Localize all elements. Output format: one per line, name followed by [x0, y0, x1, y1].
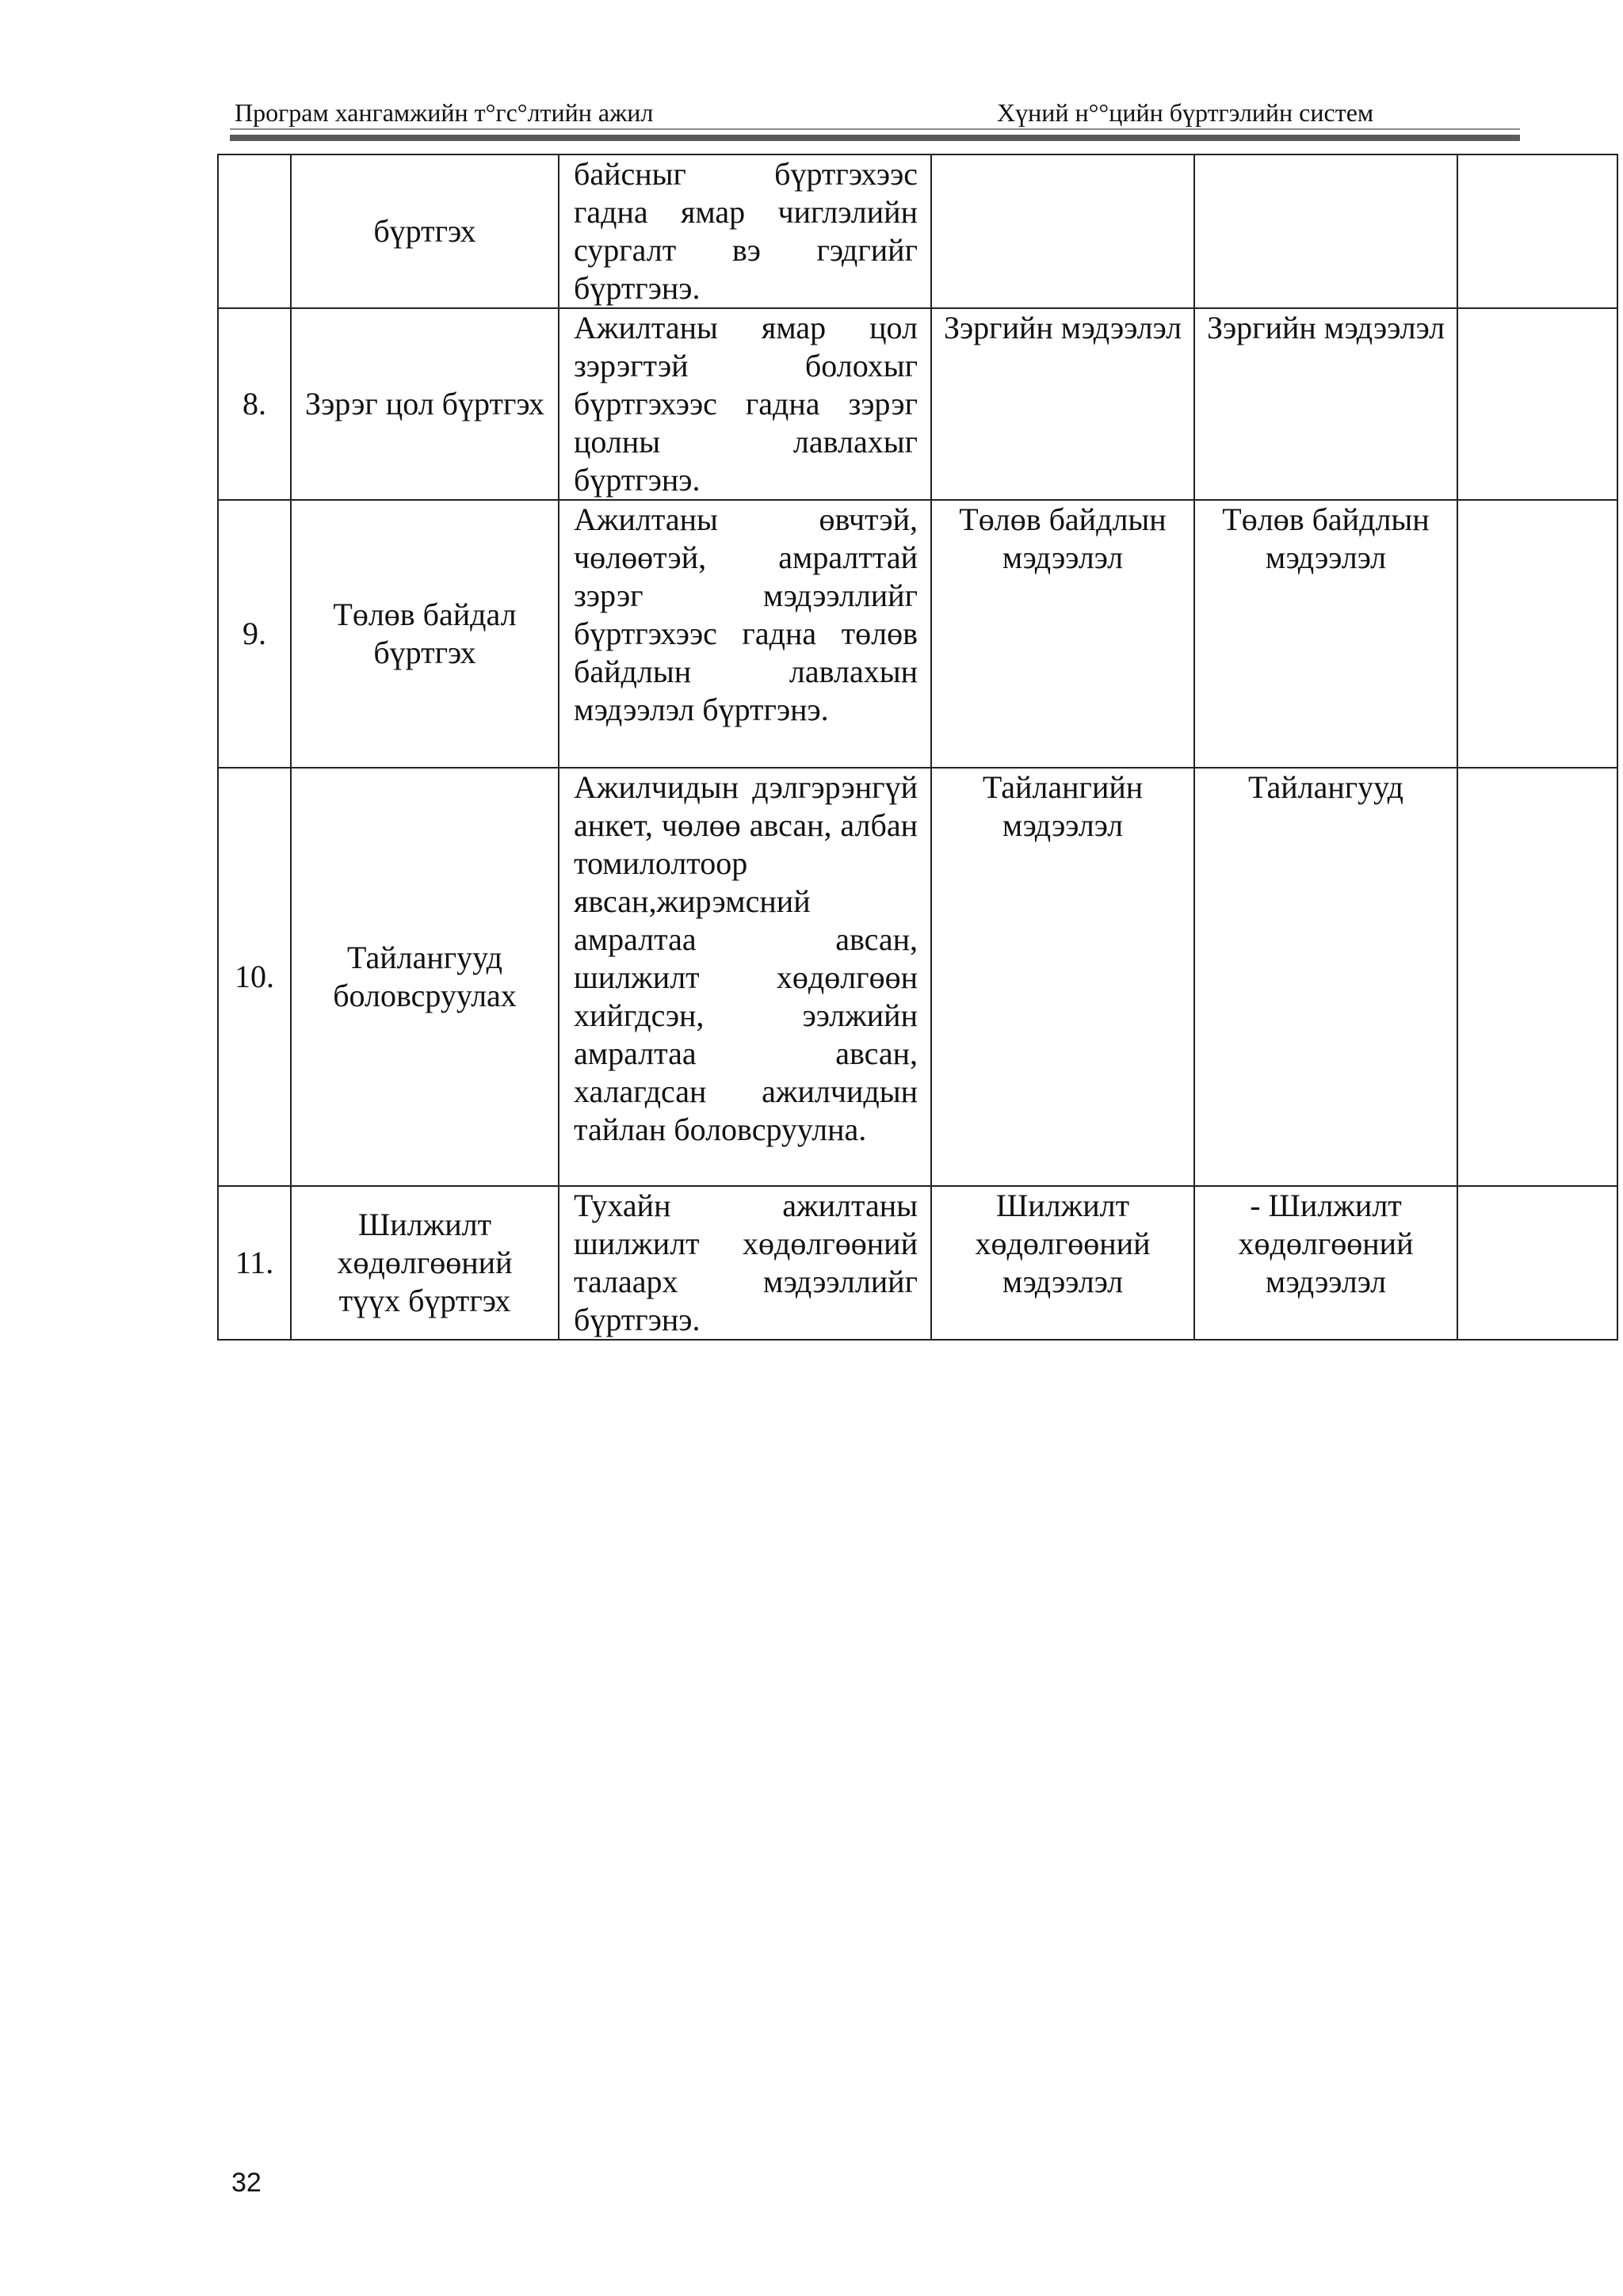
row-number: 11. — [218, 1186, 291, 1340]
table-row — [218, 154, 1617, 308]
row-input — [931, 154, 1194, 308]
row-function-name: Зэрэг цол бүртгэх — [291, 308, 559, 500]
table-row — [218, 500, 1617, 768]
header-rule-thin — [230, 128, 1520, 130]
row-description: байсныг бүртгэхээс гадна ямар чиглэлийн сургалт вэ гэдгийг бүртгэнэ. — [559, 154, 931, 308]
row-extra — [1457, 768, 1617, 1186]
row-description: Ажилтаны өвчтэй, чөлөөтэй, амралттай зэрэг мэдээллийг бүртгэхээс гадна төлөв байдлын лавлахын мэдээлэл бүртгэнэ. — [559, 500, 931, 768]
page-number: 32 — [231, 2168, 262, 2198]
page-header — [235, 93, 1518, 133]
row-function-name: Тайлангууд боловсруулах — [291, 768, 559, 1186]
row-input: Төлөв байдлын мэдээлэл — [931, 500, 1194, 768]
row-input: Тайлангийн мэдээлэл — [931, 768, 1194, 1186]
row-extra — [1457, 1186, 1617, 1340]
row-output: Тайлангууд — [1194, 768, 1457, 1186]
header-left-title: Програм хангамжийн т°гс°лтийн ажил — [235, 98, 654, 127]
table-row — [218, 768, 1617, 1186]
row-description: Ажилчидын дэлгэрэнгүй анкет, чөлөө авсан, албан томилолтоор явсан,жирэмсний амралтаа авсан, шилжилт хөдөлгөөн хийгдсэн, ээлжийн амралтаа авсан, халагдсан ажилчидын тайлан боловсруулна. — [559, 768, 931, 1186]
table-row — [218, 1186, 1617, 1340]
row-input: Шилжилт хөдөлгөөний мэдээлэл — [931, 1186, 1194, 1340]
row-number: 10. — [218, 768, 291, 1186]
row-output: Төлөв байдлын мэдээлэл — [1194, 500, 1457, 768]
header-rule-thick — [230, 135, 1520, 141]
header-right-title: Хүний н°°цийн бүртгэлийн систем — [997, 98, 1374, 127]
row-number — [218, 154, 291, 308]
row-description: Ажилтаны ямар цол зэрэгтэй болохыг бүртгэхээс гадна зэрэг цолны лавлахыг бүртгэнэ. — [559, 308, 931, 500]
row-output: Зэргийн мэдээлэл — [1194, 308, 1457, 500]
row-extra — [1457, 500, 1617, 768]
row-extra — [1457, 154, 1617, 308]
table-row — [218, 308, 1617, 500]
row-output: - Шилжилт хөдөлгөөний мэдээлэл — [1194, 1186, 1457, 1340]
row-description: Тухайн ажилтаны шилжилт хөдөлгөөний талаарх мэдээллийг бүртгэнэ. — [559, 1186, 931, 1340]
requirements-table — [217, 154, 1618, 1341]
row-number: 9. — [218, 500, 291, 768]
row-number: 8. — [218, 308, 291, 500]
row-extra — [1457, 308, 1617, 500]
row-function-name: бүртгэх — [291, 154, 559, 308]
row-function-name: Шилжилт хөдөлгөөний түүх бүртгэх — [291, 1186, 559, 1340]
row-output — [1194, 154, 1457, 308]
row-input: Зэргийн мэдээлэл — [931, 308, 1194, 500]
row-function-name: Төлөв байдал бүртгэх — [291, 500, 559, 768]
